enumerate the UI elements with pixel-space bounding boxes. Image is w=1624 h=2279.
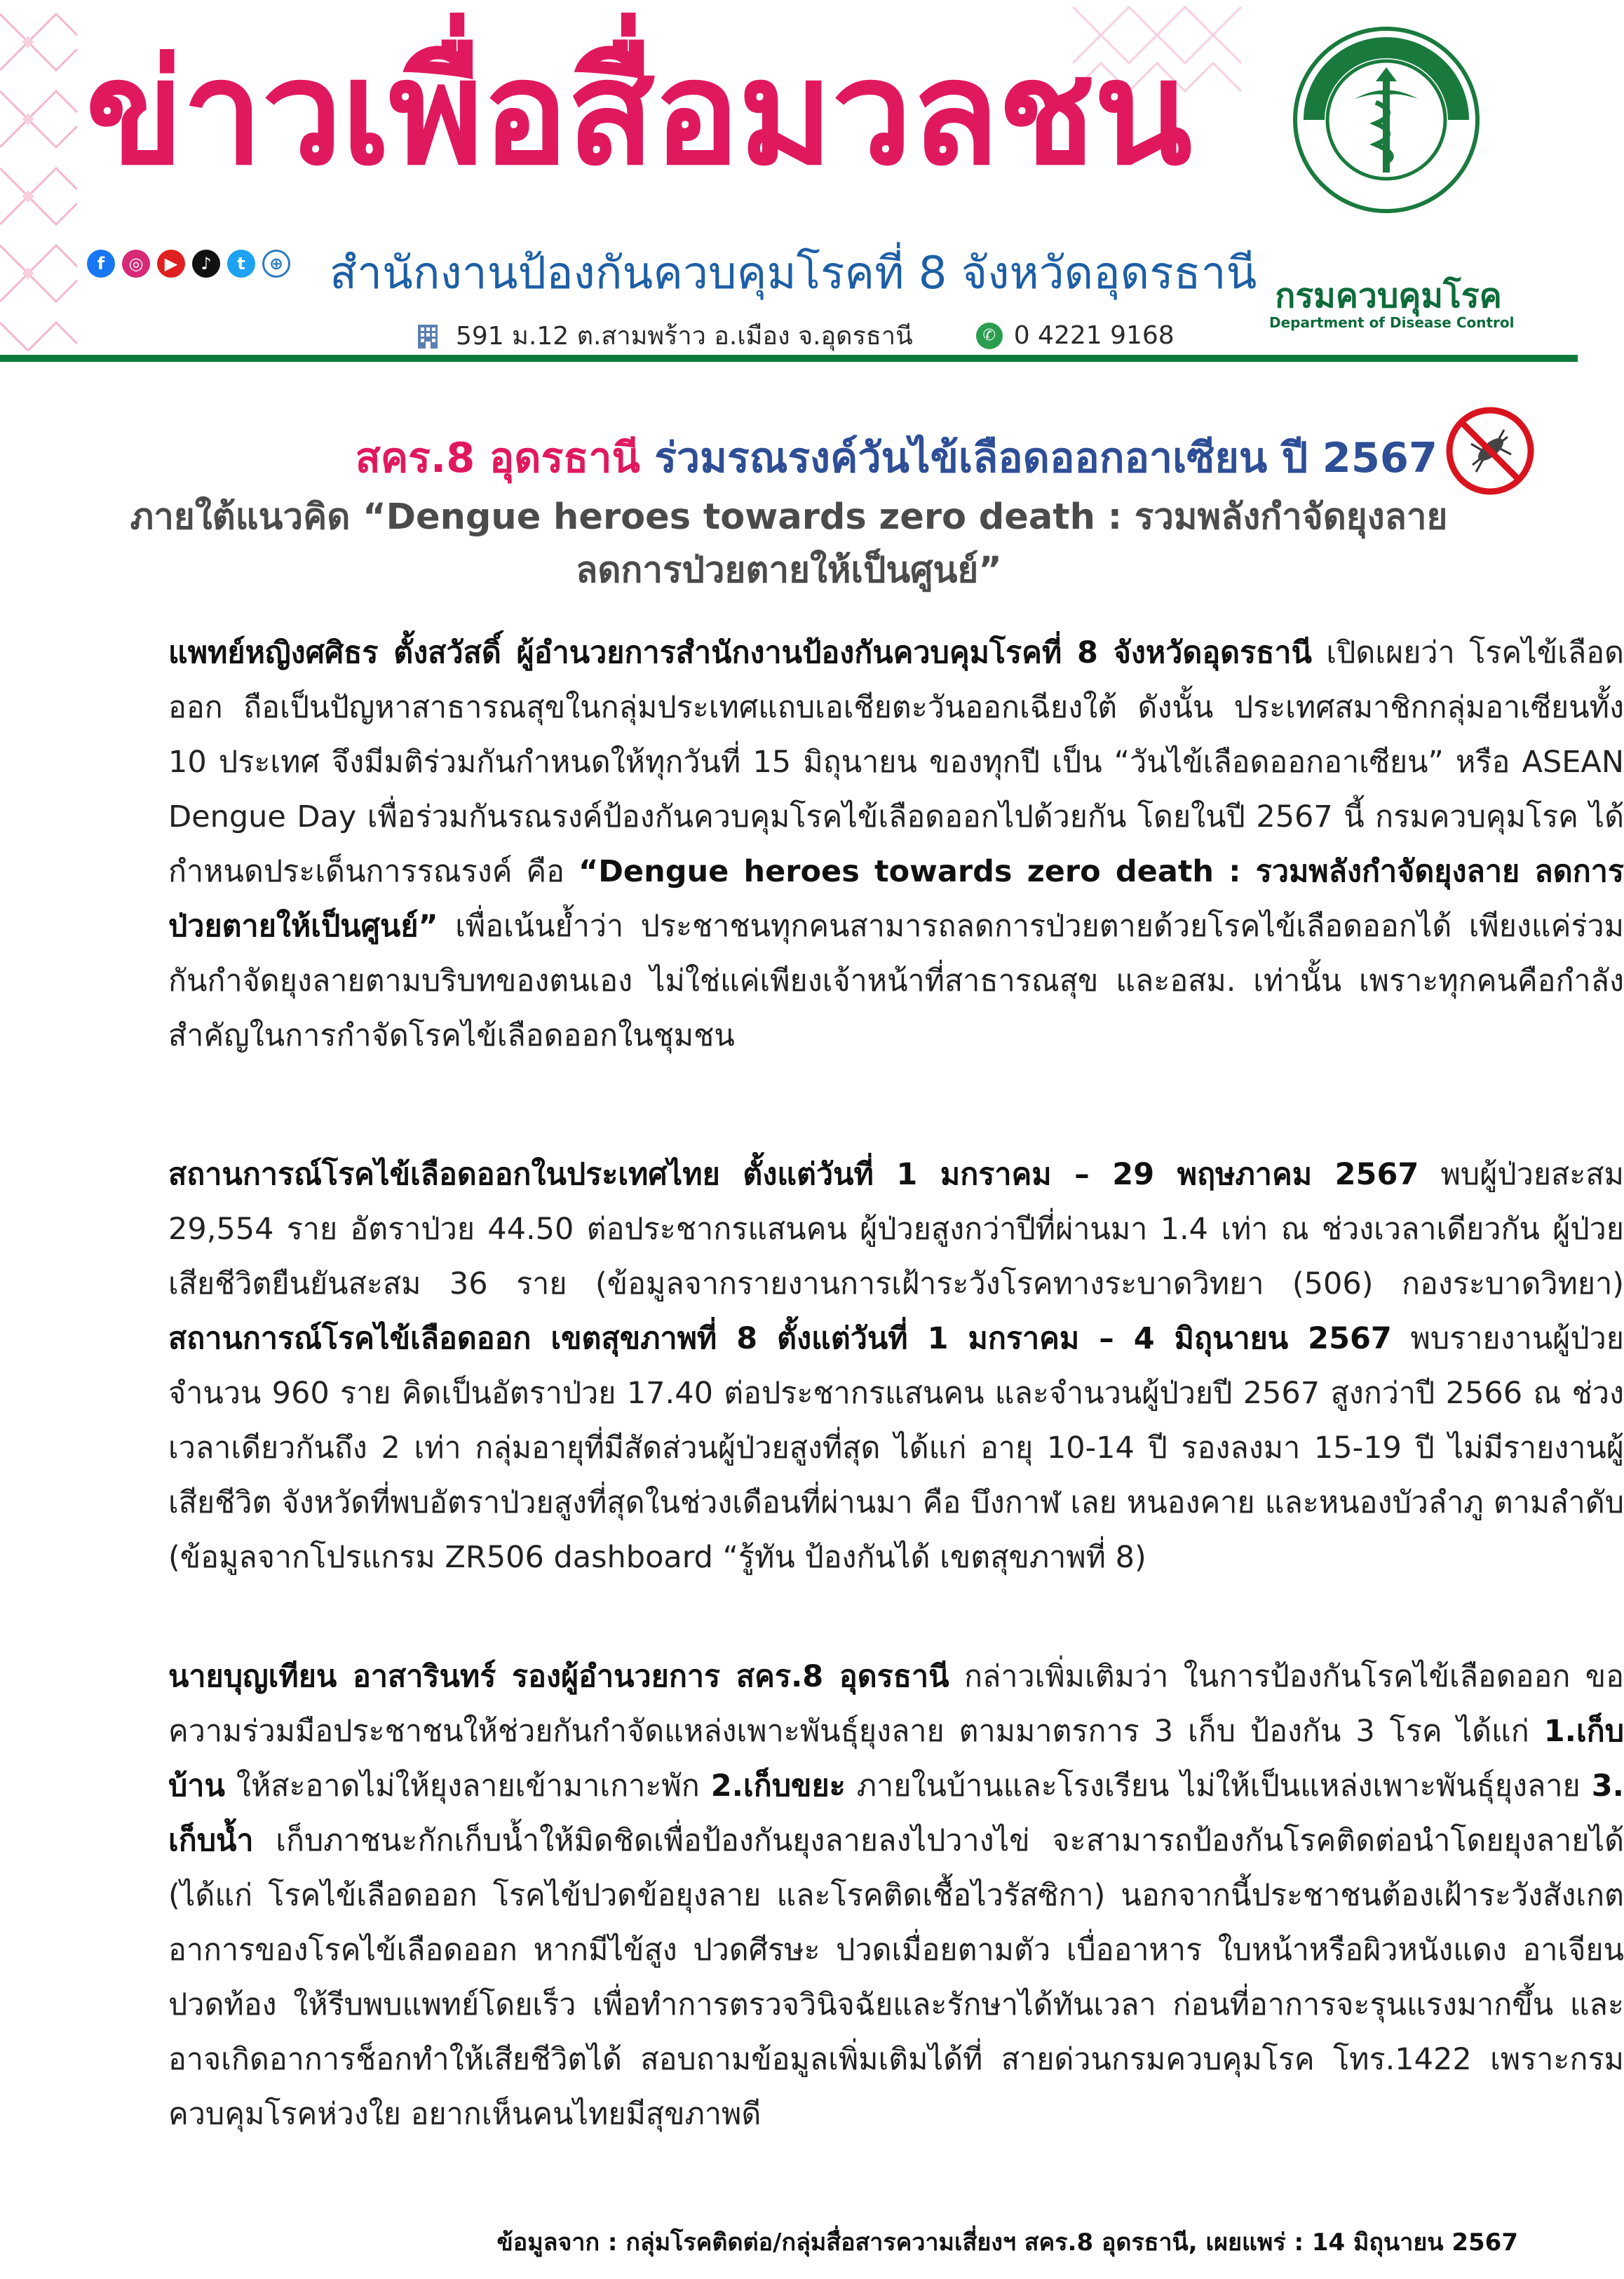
paragraph-3-bold-4: 3. เก็บน้ำ [168,1769,1624,1858]
twitter-icon[interactable]: t [227,250,255,278]
paragraph-1-bold-2: “Dengue heroes towards zero death : รวมพลังกำจัดยุงลาย ลดการป่วยตายให้เป็นศูนย์” [168,854,1624,944]
header-divider [0,355,1578,362]
headline-text: ร่วมรณรงค์วันไข้เลือดออกอาเซียน ปี 2567 [654,433,1437,482]
paragraph-2-text-2: พบรายงานผู้ป่วยจำนวน 960 ราย คิดเป็นอัตราป่วย 17.40 ต่อประชากรแสนคน และจำนวนผู้ป่วยปี 2567 สูงกว่าปี 2566 ณ ช่วงเวลาเดียวกันถึง 2 เท่า กลุ่มอายุที่มีสัดส่วนผู้ป่วยสูงที่สุด ได้แก่ อายุ 10-14 ปี รองลงมา 15-19 ปี ไม่มีรายงานผู้เสียชีวิต จังหวัดที่พบอัตราป่วยสูงที่สุดในช่วงเดือนที่ผ่านมา คือ บึงกาฬ เลย หนองคาย และหนองบัวลำภู ตามลำดับ (ข้อมูลจากโปรแกรม ZR506 dashboard “รู้ทัน ป้องกันได้ เขตสุขภาพที่ 8) [168,1321,1624,1575]
paragraph-1-text-1: เปิดเผยว่า โรคไข้เลือดออก ถือเป็นปัญหาสาธารณสุขในกลุ่มประเทศแถบเอเชียตะวันออกเฉียงใต้ ดังนั้น ประเทศสมาชิกกลุ่มอาเซียนทั้ง 10 ประเทศ จึงมีมติร่วมกันกำหนดให้ทุกวันที่ 15 มิถุนายน ของทุกปี เป็น “วันไข้เลือดออกอาเซียน” หรือ ASEAN Dengue Day เพื่อร่วมกันรณรงค์ป้องกันควบคุมโรคไข้เลือดออกไปด้วยกัน โดยในปี 2567 นี้ กรมควบคุมโรค ได้กำหนดประเด็นการรณรงค์ คือ [168,635,1624,889]
headline-org: สคร.8 อุดรธานี [355,433,640,482]
department-name-thai: กรมควบคุมโรค [1275,276,1502,316]
office-name: สำนักงานป้องกันควบคุมโรคที่ 8 จังหวัดอุดรธานี [330,248,1257,299]
social-icons [87,250,290,278]
paragraph-2 [63,1147,1624,1585]
phone-group [976,321,1175,350]
no-mosquito-icon [1444,405,1536,496]
paragraph-2-bold-2: สถานการณ์โรคไข้เลือดออก เขตสุขภาพที่ 8 ตั้งแต่วันที่ 1 มกราคม – 4 มิถุนายน 2567 [168,1321,1392,1356]
youtube-icon[interactable]: ▶ [157,250,185,278]
building-icon [414,322,442,350]
tiktok-icon[interactable]: ♪ [192,250,220,278]
paragraph-1 [63,625,1624,1063]
paragraph-1-bold-1: แพทย์หญิงศศิธร ตั้งสวัสดิ์ ผู้อำนวยการสำนักงานป้องกันควบคุมโรคที่ 8 จังหวัดอุดรธานี [168,635,1312,670]
page-header [0,0,1578,361]
instagram-icon[interactable]: ◎ [122,250,150,278]
paragraph-3-text-3: ภายในบ้านและโรงเรียน ไม่ให้เป็นแหล่งเพาะพันธุ์ยุงลาย [845,1769,1592,1804]
department-name-english: Department of Disease Control [1269,314,1515,331]
paragraph-3 [63,1649,1624,2142]
phone-number[interactable]: 0 4221 9168 [1013,321,1175,350]
masthead-title: ข่าวเพื่อสื่อมวลชน [86,30,1191,197]
paragraph-2-bold-1: สถานการณ์โรคไข้เลือดออกในประเทศไทย ตั้งแต่วันที่ 1 มกราคม – 29 พฤษภาคม 2567 [168,1157,1419,1192]
contact-row [414,316,1175,356]
subtitle-line-1: ภายใต้แนวคิด “Dengue heroes towards zero death : รวมพลังกำจัดยุงลาย [130,496,1448,538]
paragraph-3-text-1: กล่าวเพิ่มเติมว่า ในการป้องกันโรคไข้เลือดออก ขอความร่วมมือประชาชนให้ช่วยกันกำจัดแหล่งเพาะพันธุ์ยุงลาย ตามมาตรการ 3 เก็บ ป้องกัน 3 โรค ได้แก่ [168,1659,1624,1749]
facebook-icon[interactable]: f [87,250,115,278]
headline [0,424,1437,490]
paragraph-3-bold-2: 1.เก็บบ้าน [168,1714,1624,1804]
paragraph-2-text-1: พบผู้ป่วยสะสม 29,554 ราย อัตราป่วย 44.50 ต่อประชากรแสนคน ผู้ป่วยสูงกว่าปีที่ผ่านมา 1.4 เท่า ณ ช่วงเวลาเดียวกัน ผู้ป่วยเสียชีวิตยืนยันสะสม 36 ราย (ข้อมูลจากรายงานการเฝ้าระวังโรคทางระบาดวิทยา (506) กองระบาดวิทยา) [168,1157,1624,1301]
address-text: 591 ม.12 ต.สามพร้าว อ.เมือง จ.อุดรธานี [456,322,913,351]
ministry-logo [1292,25,1481,215]
subtitle-line-2: ลดการป่วยตายให้เป็นศูนย์” [576,550,1002,591]
source-footer: ข้อมูลจาก : กลุ่มโรคติดต่อ/กลุ่มสื่อสารความเสี่ยงฯ สคร.8 อุดรธานี, เผยแพร่ : 14 มิถุนายน 2567 [496,2229,1518,2257]
paragraph-3-text-4: เก็บภาชนะกักเก็บน้ำให้มิดชิดเพื่อป้องกันยุงลายลงไปวางไข่ จะสามารถป้องกันโรคติดต่อนำโดยยุงลายได้ (ได้แก่ โรคไข้เลือดออก โรคไข้ปวดข้อยุงลาย และโรคติดเชื้อไวรัสซิกา) นอกจากนี้ประชาชนต้องเฝ้าระวังสังเกตอาการของโรคไข้เลือดออก หากมีไข้สูง ปวดศีรษะ ปวดเมื่อยตามตัว เบื่ออาหาร ใบหน้าหรือผิวหนังแดง อาเจียน ปวดท้อง ให้รีบพบแพทย์โดยเร็ว เพื่อทำการตรวจวินิจฉัยและรักษาได้ทันเวลา ก่อนที่อาการจะรุนแรงมากขึ้น และอาจเกิดอาการช็อกทำให้เสียชีวิตได้ สอบถามข้อมูลเพิ่มเติมได้ที่ สายด่วนกรมควบคุมโรค โทร.1422 เพราะกรมควบคุมโรคห่วงใย อยากเห็นคนไทยมีสุขภาพดี [168,1823,1624,2132]
paragraph-3-bold-1: นายบุญเทียน อาสารินทร์ รองผู้อำนวยการ สคร.8 อุดรธานี [168,1659,949,1694]
website-icon[interactable]: ⊕ [262,250,290,278]
paragraph-3-bold-3: 2.เก็บขยะ [710,1769,846,1804]
thai-pattern-decoration [0,0,77,351]
paragraph-1-text-2: เพื่อเน้นย้ำว่า ประชาชนทุกคนสามารถลดการป่วยตายด้วยโรคไข้เลือดออกได้ เพียงแค่ร่วมกันกำจัดยุงลายตามบริบทของตนเอง ไม่ใช่แค่เพียงเจ้าหน้าที่สาธารณสุข และอสม. เท่านั้น เพราะทุกคนคือกำลังสำคัญในการกำจัดโรคไข้เลือดออกในชุมชน [168,909,1624,1053]
paragraph-3-text-2: ให้สะอาดไม่ให้ยุงลายเข้ามาเกาะพัก [224,1769,711,1804]
headline-subtitle [56,491,1522,597]
phone-icon: ✆ [976,323,1003,349]
